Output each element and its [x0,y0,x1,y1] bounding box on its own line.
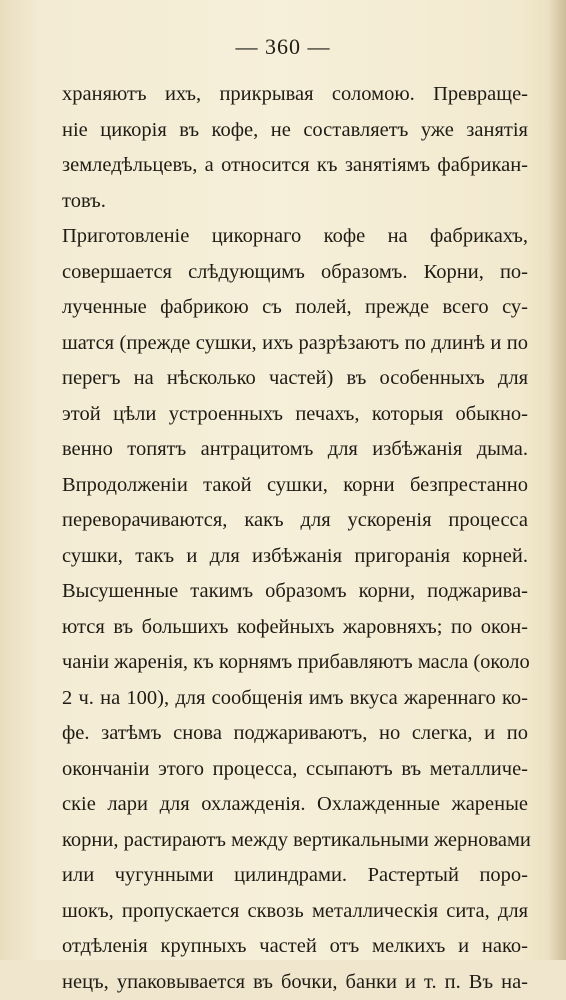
text-line: Впродолженіи такой сушки, корни безпрестанно [62,468,528,504]
text-line: ніе цикорія въ кофе, не составляетъ уже занятія [62,113,528,149]
text-line: этой цѣли устроенныхъ печахъ, которыя обыкно- [62,397,528,433]
text-line: или чугунными цилиндрами. Растертый поро- [62,858,528,894]
page-number: — 360 — [0,34,566,60]
paragraph-start-line: Приготовленіе цикорнаго кофе на фабрикахъ, [62,219,528,255]
text-line: фе. затѣмъ снова поджариваютъ, но слегка, и по [62,716,528,752]
text-line: переворачиваются, какъ для ускоренія процесса [62,503,528,539]
text-line: перегъ на нѣсколько частей) въ особенныхъ для [62,361,528,397]
text-line: окончаніи этого процесса, ссыпаютъ въ металличе- [62,752,528,788]
text-line: шокъ, пропускается сквозь металлическія сита, для [62,894,528,930]
text-line: 2 ч. на 100), для сообщенія имъ вкуса жареннаго ко- [62,681,528,717]
text-line: скіе лари для охлажденія. Охлажденные жареные [62,787,528,823]
text-line: сушки, такъ и для избѣжанія пригоранія корней. [62,539,528,575]
text-line: Высушенные такимъ образомъ корни, поджарива- [62,574,528,610]
text-line: чаніи жаренія, къ корнямъ прибавляютъ масла (около [62,645,528,681]
text-line: нецъ, упаковывается въ бочки, банки и т. п. Въ на- [62,965,528,1000]
text-line: лученные фабрикою съ полей, прежде всего су- [62,290,528,326]
text-line: храняютъ ихъ, прикрывая соломою. Превраще- [62,77,528,113]
text-line: совершается слѣдующимъ образомъ. Корни, по- [62,255,528,291]
text-line: венно топятъ антрацитомъ для избѣжанія дыма. [62,432,528,468]
page-body-text [62,77,528,1000]
text-line: товъ. [62,184,528,220]
text-line: ются въ большихъ кофейныхъ жаровняхъ; по окон- [62,610,528,646]
text-line: отдѣленія крупныхъ частей отъ мелкихъ и нако- [62,929,528,965]
text-line: шатся (прежде сушки, ихъ разрѣзаютъ по длинѣ и по [62,326,528,362]
text-line: корни, растираютъ между вертикальными жерновами [62,823,528,859]
text-line: земледѣльцевъ, а относится къ занятіямъ фабрикан- [62,148,528,184]
